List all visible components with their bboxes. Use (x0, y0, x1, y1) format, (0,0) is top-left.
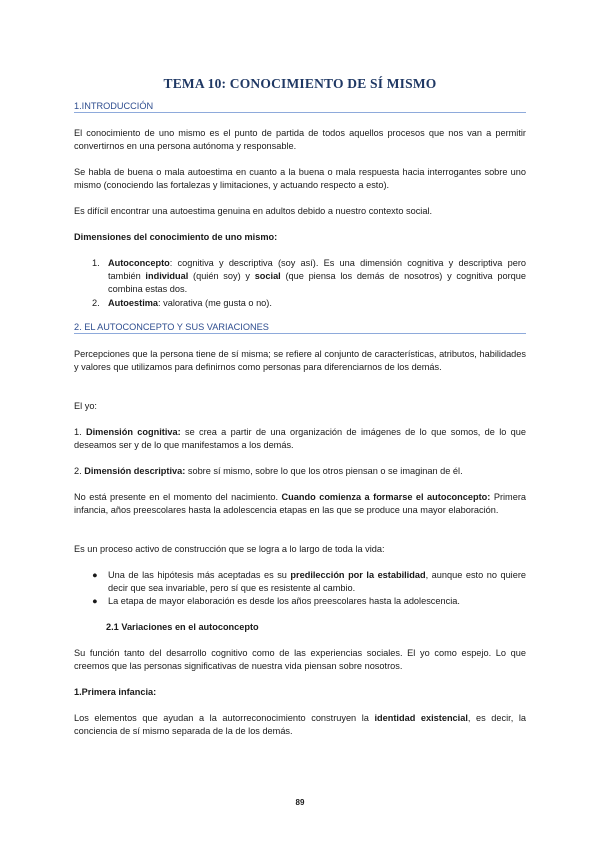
page-number: 89 (295, 798, 305, 807)
primera-infancia-heading: 1.Primera infancia: (74, 687, 157, 697)
paragraph-el-yo: El yo: (74, 401, 97, 411)
bullet-icon: ● (92, 596, 98, 606)
bullet-icon: ● (92, 570, 98, 580)
list-item-text: Una de las hipótesis más aceptadas es su predilección por la estabilidad, aunque esto no quiere decir que sea invariable, pero sí que es resistente al cambio. (108, 570, 527, 593)
paragraph-nacimiento: No está presente en el momento del nacimiento. Cuando comienza a formarse el autoconcepto: Primera infancia, años preescolares hasta la adolescencia etapas en las que se produce una mayor elaboración. (74, 492, 526, 515)
list-item-text: La etapa de mayor elaboración es desde los años preescolares hasta la adolescencia. (108, 596, 460, 606)
paragraph-funcion: Su función tanto del desarrollo cognitivo como de las experiencias sociales. El yo como espejo. Lo que creemos que las personas significativas de nuestra vida piensan sobre nosotros. (74, 648, 526, 671)
section-heading-autoconcepto: 2. EL AUTOCONCEPTO Y SUS VARIACIONES (74, 322, 526, 334)
list-item-text: Autoestima: valorativa (me gusta o no). (108, 298, 272, 308)
section-heading-introduccion: 1.INTRODUCCIÓN (74, 101, 526, 113)
list-number: 1. (92, 258, 100, 268)
dimensions-heading: Dimensiones del conocimiento de uno mismo: (74, 232, 278, 242)
subsection-heading-variaciones: 2.1 Variaciones en el autoconcepto (106, 622, 259, 632)
list-item-text: Autoconcepto: cognitiva y descriptiva (soy así). Es una dimensión cognitiva y descriptiva pero también individual (quién soy) y social (que piensa los demás de nosotros) y cognitiva porque combina estas dos. (108, 258, 526, 294)
paragraph-intro-2: Se habla de buena o mala autoestima en cuanto a la buena o mala respuesta hacia interrogantes sobre uno mismo (conociendo las fortalezas y limitaciones, y actuando respecto a esto). (74, 167, 526, 190)
paragraph-percepciones: Percepciones que la persona tiene de sí misma; se refiere al conjunto de características, atributos, habilidades y valores que utilizamos para definirnos como personas para diferenciarnos de los demás. (74, 349, 526, 372)
paragraph-yo-descriptiva: 2. Dimensión descriptiva: sobre sí mismo, sobre lo que los otros piensan o se imaginan de él. (74, 466, 463, 476)
paragraph-yo-cognitiva: 1. Dimensión cognitiva: se crea a partir de una organización de imágenes de lo que somos, de lo que deseamos ser y de lo que manifestamos a los demás. (74, 427, 526, 450)
paragraph-intro-3: Es difícil encontrar una autoestima genuina en adultos debido a nuestro contexto social. (74, 206, 433, 216)
paragraph-proceso-activo: Es un proceso activo de construcción que se logra a lo largo de toda la vida: (74, 544, 385, 554)
page-title: TEMA 10: CONOCIMIENTO DE SÍ MISMO (163, 76, 437, 91)
paragraph-identidad: Los elementos que ayudan a la autorreconocimiento construyen la identidad existencial, es decir, la conciencia de sí mismo separada de la de los demás. (74, 713, 526, 736)
paragraph-intro-1: El conocimiento de uno mismo es el punto de partida de todos aquellos procesos que nos van a permitir convertirnos en una persona autónoma y responsable. (74, 128, 526, 151)
list-number: 2. (92, 298, 100, 308)
